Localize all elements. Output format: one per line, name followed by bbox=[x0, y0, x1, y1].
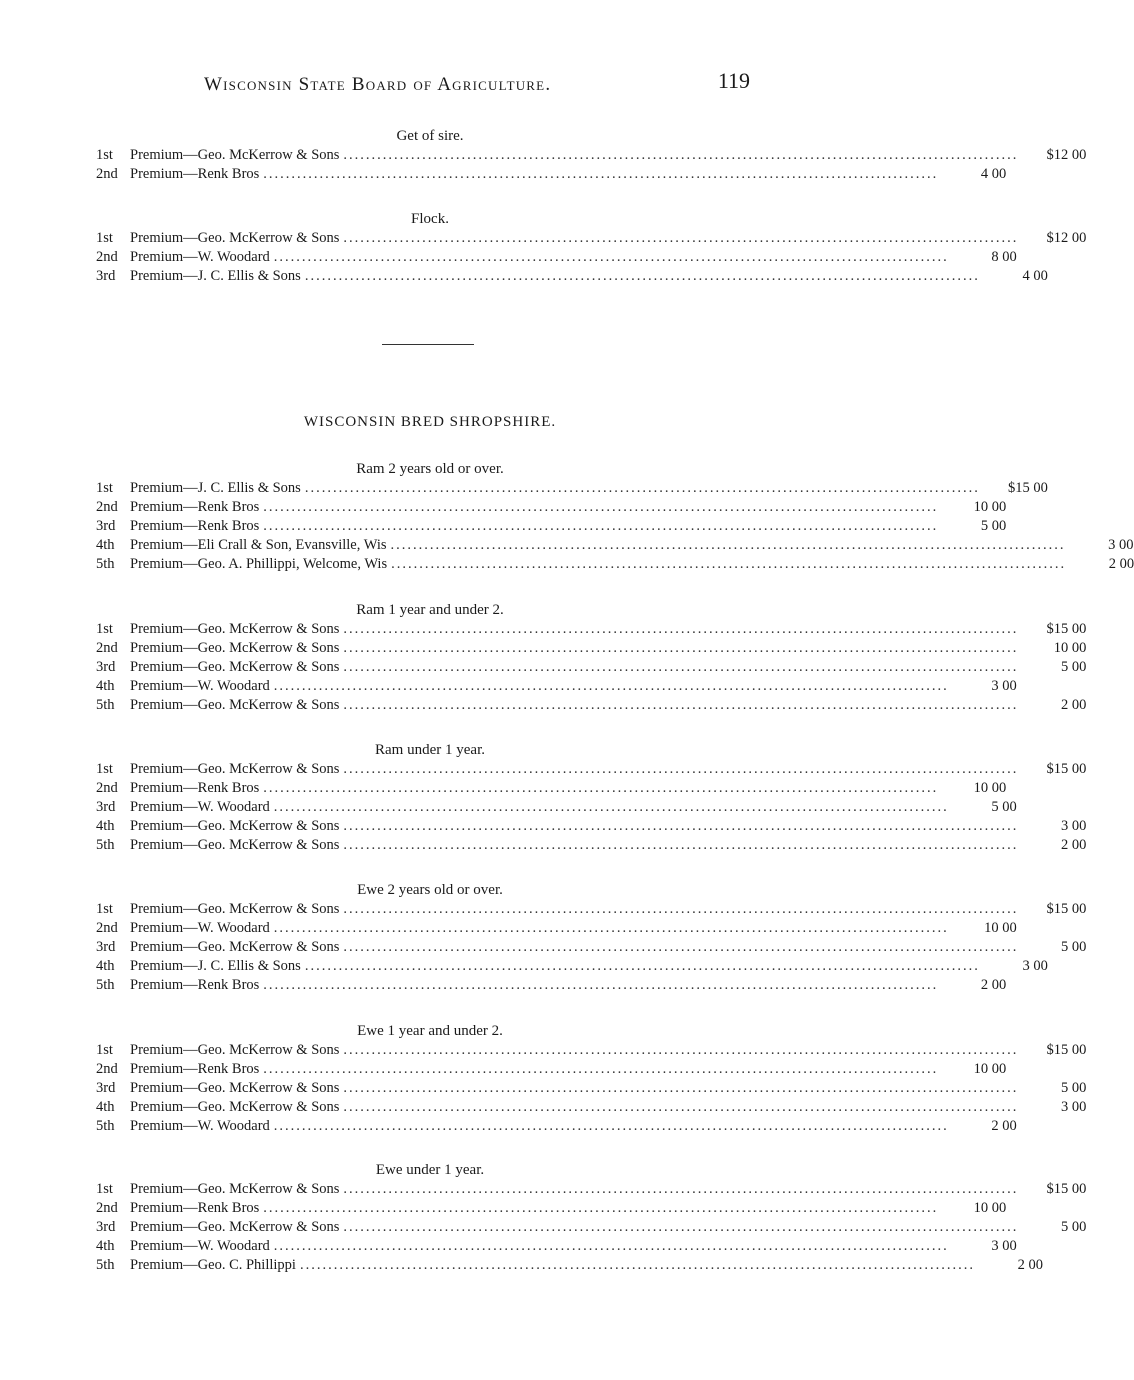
entry: Premium—Geo. McKerrow & Sons bbox=[130, 818, 340, 834]
group-title: Ram 1 year and under 2. bbox=[356, 602, 504, 618]
amount: 3 00 bbox=[991, 678, 1017, 694]
entry: Premium—Geo. McKerrow & Sons bbox=[130, 837, 340, 853]
place: 5th bbox=[96, 837, 115, 853]
amount: 3 00 bbox=[1022, 958, 1048, 974]
amount: $15 00 bbox=[1046, 621, 1087, 637]
award-row bbox=[96, 555, 1134, 574]
dot-leader: ........................................................................................................................ bbox=[273, 799, 949, 815]
amount: 5 00 bbox=[1061, 939, 1087, 955]
dot-leader: ........................................................................................................................ bbox=[263, 1061, 939, 1077]
dot-leader: ........................................................................................................................ bbox=[343, 1042, 1019, 1058]
place: 5th bbox=[96, 556, 115, 572]
entry: Premium—Geo. McKerrow & Sons bbox=[130, 621, 340, 637]
award-row bbox=[96, 1180, 1087, 1199]
running-title: Wisconsin State Board of Agriculture. bbox=[204, 74, 552, 95]
entry: Premium—Geo. McKerrow & Sons bbox=[130, 640, 340, 656]
place: 2nd bbox=[96, 920, 118, 936]
group-title: Ram 2 years old or over. bbox=[356, 461, 504, 477]
amount: $12 00 bbox=[1046, 147, 1087, 163]
entry: Premium—Renk Bros bbox=[130, 977, 260, 993]
amount: $15 00 bbox=[1046, 1181, 1087, 1197]
entry: Premium—J. C. Ellis & Sons bbox=[130, 268, 301, 284]
award-row bbox=[96, 165, 1007, 184]
entry: Premium—Renk Bros bbox=[130, 1200, 260, 1216]
entry: Premium—J. C. Ellis & Sons bbox=[130, 958, 301, 974]
dot-leader: ........................................................................................................................ bbox=[343, 640, 1019, 656]
entry: Premium—W. Woodard bbox=[130, 678, 270, 694]
award-row bbox=[96, 1256, 1043, 1275]
entry: Premium—W. Woodard bbox=[130, 1118, 270, 1134]
amount: 8 00 bbox=[991, 249, 1017, 265]
entry: Premium—Geo. McKerrow & Sons bbox=[130, 147, 340, 163]
entry: Premium—Geo. McKerrow & Sons bbox=[130, 659, 340, 675]
amount: 2 00 bbox=[980, 977, 1007, 993]
award-group-get-of-sire bbox=[96, 126, 1087, 184]
place: 4th bbox=[96, 958, 115, 974]
amount: 2 00 bbox=[1108, 556, 1134, 572]
entry: Premium—W. Woodard bbox=[130, 799, 270, 815]
place: 3rd bbox=[96, 518, 116, 534]
award-row bbox=[96, 639, 1087, 658]
place: 3rd bbox=[96, 268, 116, 284]
section-title: WISCONSIN BRED SHROPSHIRE. bbox=[303, 414, 557, 430]
dot-leader: ........................................................................................................................ bbox=[343, 1099, 1019, 1115]
amount: 3 00 bbox=[1108, 537, 1134, 553]
entry: Premium—Geo. McKerrow & Sons bbox=[130, 1181, 340, 1197]
place: 1st bbox=[96, 1042, 113, 1058]
place: 2nd bbox=[96, 780, 118, 796]
dot-leader: ........................................................................................................................ bbox=[343, 659, 1019, 675]
place: 1st bbox=[96, 147, 113, 163]
award-group-ewe-under-1-year bbox=[96, 1160, 1087, 1275]
place: 2nd bbox=[96, 166, 118, 182]
amount: 3 00 bbox=[991, 1238, 1017, 1254]
amount: $12 00 bbox=[1046, 230, 1087, 246]
place: 2nd bbox=[96, 249, 118, 265]
amount: $15 00 bbox=[1046, 1042, 1087, 1058]
award-row bbox=[96, 1237, 1017, 1256]
place: 4th bbox=[96, 1238, 115, 1254]
place: 1st bbox=[96, 480, 113, 496]
award-row bbox=[96, 798, 1017, 817]
place: 3rd bbox=[96, 799, 116, 815]
award-row bbox=[96, 919, 1017, 938]
entry: Premium—W. Woodard bbox=[130, 920, 270, 936]
entry: Premium—Renk Bros bbox=[130, 1061, 260, 1077]
award-row bbox=[96, 760, 1087, 779]
dot-leader: ........................................................................................................................ bbox=[299, 1257, 975, 1273]
dot-leader: ........................................................................................................................ bbox=[263, 780, 939, 796]
place: 2nd bbox=[96, 1061, 118, 1077]
entry: Premium—Geo. McKerrow & Sons bbox=[130, 1080, 340, 1096]
page-number: 119 bbox=[717, 68, 750, 93]
award-row bbox=[96, 1060, 1007, 1079]
award-group-flock bbox=[96, 209, 1087, 286]
amount: $15 00 bbox=[1007, 480, 1048, 496]
award-row bbox=[96, 146, 1087, 165]
award-row bbox=[96, 1117, 1017, 1136]
entry: Premium—Eli Crall & Son, Evansville, Wis bbox=[130, 537, 387, 553]
entry: Premium—Geo. McKerrow & Sons bbox=[130, 697, 340, 713]
place: 5th bbox=[96, 697, 115, 713]
dot-leader: ........................................................................................................................ bbox=[343, 1080, 1019, 1096]
award-row bbox=[96, 1098, 1087, 1117]
entry: Premium—Geo. McKerrow & Sons bbox=[130, 1099, 340, 1115]
award-row bbox=[96, 1199, 1007, 1218]
entry: Premium—Renk Bros bbox=[130, 518, 260, 534]
place: 5th bbox=[96, 1118, 115, 1134]
amount: $15 00 bbox=[1046, 901, 1087, 917]
dot-leader: ........................................................................................................................ bbox=[390, 537, 1066, 553]
award-row bbox=[96, 900, 1087, 919]
dot-leader: ........................................................................................................................ bbox=[391, 556, 1067, 572]
place: 1st bbox=[96, 761, 113, 777]
group-title: Flock. bbox=[411, 211, 449, 227]
place: 5th bbox=[96, 1257, 115, 1273]
dot-leader: ........................................................................................................................ bbox=[273, 678, 949, 694]
entry: Premium—Geo. McKerrow & Sons bbox=[130, 901, 340, 917]
dot-leader: ........................................................................................................................ bbox=[343, 837, 1019, 853]
group-title: Get of sire. bbox=[396, 128, 464, 144]
dot-leader: ........................................................................................................................ bbox=[273, 1118, 949, 1134]
dot-leader: ........................................................................................................................ bbox=[343, 621, 1019, 637]
award-row bbox=[96, 957, 1048, 976]
place: 1st bbox=[96, 230, 113, 246]
running-head bbox=[200, 68, 760, 104]
place: 2nd bbox=[96, 499, 118, 515]
award-group-ram-1-year bbox=[96, 600, 1087, 715]
award-row bbox=[96, 498, 1007, 517]
entry: Premium—Geo. A. Phillippi, Welcome, Wis bbox=[130, 556, 388, 572]
amount: 5 00 bbox=[1061, 659, 1087, 675]
dot-leader: ........................................................................................................................ bbox=[273, 249, 949, 265]
entry: Premium—Geo. McKerrow & Sons bbox=[130, 1042, 340, 1058]
entry: Premium—Geo. C. Phillippi bbox=[130, 1257, 296, 1273]
dot-leader: ........................................................................................................................ bbox=[304, 958, 980, 974]
place: 3rd bbox=[96, 939, 116, 955]
award-group-ram-under-1-year bbox=[96, 740, 1087, 855]
place: 2nd bbox=[96, 1200, 118, 1216]
dot-leader: ........................................................................................................................ bbox=[263, 1200, 939, 1216]
place: 5th bbox=[96, 977, 115, 993]
dot-leader: ........................................................................................................................ bbox=[273, 920, 949, 936]
amount: 5 00 bbox=[991, 799, 1017, 815]
entry: Premium—Renk Bros bbox=[130, 499, 260, 515]
entry: Premium—W. Woodard bbox=[130, 249, 270, 265]
award-row bbox=[96, 1079, 1087, 1098]
award-row bbox=[96, 976, 1007, 995]
place: 4th bbox=[96, 678, 115, 694]
place: 3rd bbox=[96, 1080, 116, 1096]
entry: Premium—Geo. McKerrow & Sons bbox=[130, 939, 340, 955]
dot-leader: ........................................................................................................................ bbox=[263, 499, 939, 515]
amount: 10 00 bbox=[984, 920, 1017, 936]
amount: 5 00 bbox=[1061, 1080, 1087, 1096]
award-row bbox=[96, 658, 1087, 677]
entry: Premium—Renk Bros bbox=[130, 780, 260, 796]
award-row bbox=[96, 229, 1087, 248]
award-row bbox=[96, 536, 1134, 555]
dot-leader: ........................................................................................................................ bbox=[263, 518, 939, 534]
section-divider bbox=[382, 344, 474, 345]
group-title: Ram under 1 year. bbox=[375, 742, 485, 758]
group-title: Ewe 2 years old or over. bbox=[357, 882, 503, 898]
award-row bbox=[96, 267, 1048, 286]
award-group-ram-2-years bbox=[96, 459, 1134, 574]
place: 4th bbox=[96, 1099, 115, 1115]
award-row bbox=[96, 479, 1048, 498]
amount: 3 00 bbox=[1061, 818, 1087, 834]
amount: 3 00 bbox=[1061, 1099, 1087, 1115]
dot-leader: ........................................................................................................................ bbox=[343, 939, 1019, 955]
place: 1st bbox=[96, 621, 113, 637]
amount: 2 00 bbox=[1061, 697, 1087, 713]
dot-leader: ........................................................................................................................ bbox=[343, 1219, 1019, 1235]
place: 2nd bbox=[96, 640, 118, 656]
place: 1st bbox=[96, 1181, 113, 1197]
amount: 2 00 bbox=[1061, 837, 1087, 853]
dot-leader: ........................................................................................................................ bbox=[343, 818, 1019, 834]
award-row bbox=[96, 938, 1087, 957]
amount: 10 00 bbox=[973, 780, 1007, 796]
amount: 2 00 bbox=[991, 1118, 1017, 1134]
dot-leader: ........................................................................................................................ bbox=[343, 230, 1019, 246]
amount: 5 00 bbox=[980, 518, 1007, 534]
dot-leader: ........................................................................................................................ bbox=[304, 268, 980, 284]
award-group-ewe-2-years bbox=[96, 880, 1087, 995]
award-row bbox=[96, 696, 1087, 715]
entry: Premium—Renk Bros bbox=[130, 166, 260, 182]
place: 4th bbox=[96, 537, 115, 553]
amount: 5 00 bbox=[1061, 1219, 1087, 1235]
award-row bbox=[96, 677, 1017, 696]
amount: 10 00 bbox=[973, 499, 1007, 515]
entry: Premium—J. C. Ellis & Sons bbox=[130, 480, 301, 496]
amount: $15 00 bbox=[1046, 761, 1087, 777]
award-row bbox=[96, 817, 1087, 836]
entry: Premium—Geo. McKerrow & Sons bbox=[130, 230, 340, 246]
dot-leader: ........................................................................................................................ bbox=[304, 480, 980, 496]
award-row bbox=[96, 1218, 1087, 1237]
entry: Premium—Geo. McKerrow & Sons bbox=[130, 1219, 340, 1235]
award-row bbox=[96, 779, 1007, 798]
dot-leader: ........................................................................................................................ bbox=[273, 1238, 949, 1254]
entry: Premium—Geo. McKerrow & Sons bbox=[130, 761, 340, 777]
award-row bbox=[96, 248, 1017, 267]
amount: 4 00 bbox=[980, 166, 1007, 182]
place: 1st bbox=[96, 901, 113, 917]
amount: 2 00 bbox=[1017, 1257, 1043, 1273]
place: 4th bbox=[96, 818, 115, 834]
dot-leader: ........................................................................................................................ bbox=[343, 761, 1019, 777]
dot-leader: ........................................................................................................................ bbox=[343, 697, 1019, 713]
award-row bbox=[96, 836, 1087, 855]
award-group-ewe-1-year bbox=[96, 1021, 1087, 1136]
group-title: Ewe 1 year and under 2. bbox=[357, 1023, 503, 1039]
dot-leader: ........................................................................................................................ bbox=[263, 977, 939, 993]
entry: Premium—W. Woodard bbox=[130, 1238, 270, 1254]
award-row bbox=[96, 1041, 1087, 1060]
award-row bbox=[96, 517, 1007, 536]
dot-leader: ........................................................................................................................ bbox=[343, 147, 1019, 163]
dot-leader: ........................................................................................................................ bbox=[343, 901, 1019, 917]
dot-leader: ........................................................................................................................ bbox=[263, 166, 939, 182]
amount: 10 00 bbox=[973, 1061, 1007, 1077]
amount: 4 00 bbox=[1022, 268, 1048, 284]
place: 3rd bbox=[96, 659, 116, 675]
dot-leader: ........................................................................................................................ bbox=[343, 1181, 1019, 1197]
amount: 10 00 bbox=[1053, 640, 1087, 656]
award-row bbox=[96, 620, 1087, 639]
place: 3rd bbox=[96, 1219, 116, 1235]
amount: 10 00 bbox=[973, 1200, 1007, 1216]
group-title: Ewe under 1 year. bbox=[375, 1162, 485, 1178]
